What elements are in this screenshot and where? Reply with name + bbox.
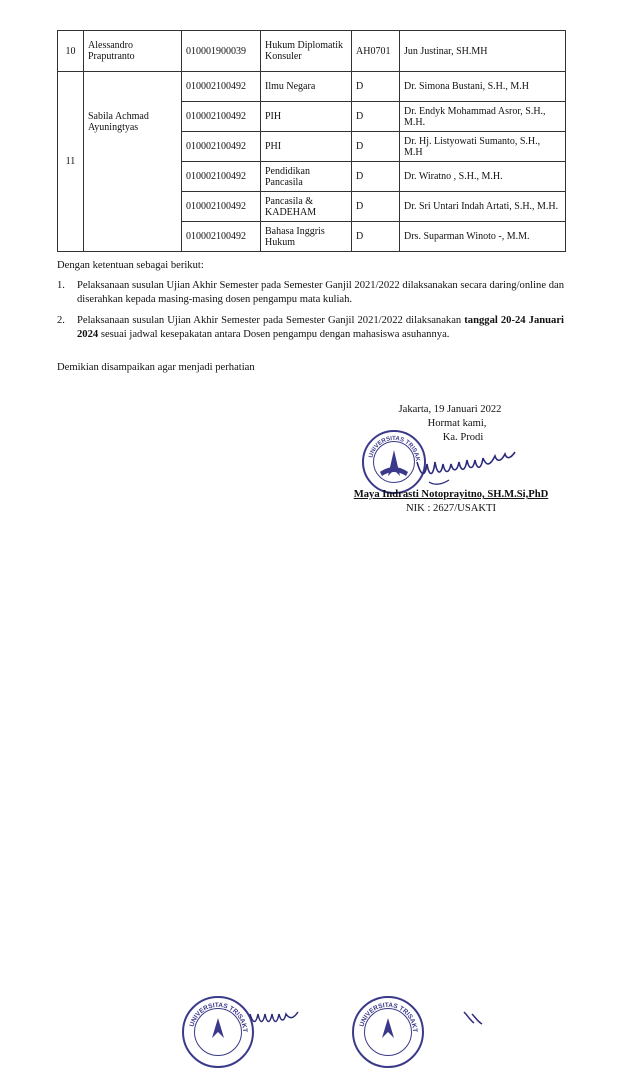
svg-text:UNIVERSITAS TRISAKTI: UNIVERSITAS TRISAKT: [358, 1001, 419, 1033]
course-grade: D: [352, 102, 400, 132]
student-id: 010001900039: [182, 31, 261, 72]
course-grade: D: [352, 72, 400, 102]
item-text: Pelaksanaan susulan Ujian Akhir Semester pada Semester Ganjil 2021/2022 dilaksanakan tanggal 20-24 Januari 2024 sesuai jadwal kesepakatan antara Dosen pengampu dengan mahasiswa asuhannya.: [77, 315, 564, 340]
course-name: Hukum Diplomatik Konsuler: [261, 31, 352, 72]
course-grade: D: [352, 162, 400, 192]
greeting: Hormat kami,: [427, 418, 487, 429]
course-name: PHI: [261, 132, 352, 162]
course-name: Pancasila & KADEHAM: [261, 192, 352, 222]
signature-scribble-icon: [415, 448, 520, 488]
student-name: Sabila Achmad Ayuningtyas: [84, 72, 182, 252]
course-name: Ilmu Negara: [261, 72, 352, 102]
student-id: 010002100492: [182, 192, 261, 222]
svg-text:UNIVERSITAS TRISAKTI: UNIVERSITAS TRISAK: [368, 435, 421, 462]
student-id: 010002100492: [182, 72, 261, 102]
stamp-emblem-icon: [354, 998, 422, 1066]
item-number: 1.: [57, 280, 65, 291]
lecturer-name: Drs. Suparman Winoto -, M.M.: [400, 222, 566, 252]
student-id: 010002100492: [182, 102, 261, 132]
lecturer-name: Dr. Endyk Mohammad Asror, S.H., M.H.: [400, 102, 566, 132]
footer-signature-icon: [248, 1008, 320, 1024]
exam-table: [57, 30, 566, 252]
closing-text: Demikian disampaikan agar menjadi perhatian: [57, 362, 255, 373]
lecturer-name: Dr. Sri Untari Indah Artati, S.H., M.H.: [400, 192, 566, 222]
course-name: Bahasa Inggris Hukum: [261, 222, 352, 252]
course-grade: D: [352, 192, 400, 222]
place-date: Jakarta, 19 Januari 2022: [398, 404, 502, 415]
footer-stamp-right: [352, 996, 424, 1068]
date-highlight: tanggal 20-24 Januari 2024: [77, 315, 564, 340]
item-text: Pelaksanaan susulan Ujian Akhir Semester pada Semester Ganjil 2021/2022 dilaksanakan secara daring/online dan diserahkan kepada masing-masing dosen pengampu mata kuliah.: [77, 280, 564, 305]
signatory-nik: NIK : 2627/USAKTI: [405, 503, 497, 514]
student-id: 010002100492: [182, 222, 261, 252]
signatory-name: Maya Indrasti Notoprayitno, SH.M.Si,PhD: [353, 489, 549, 500]
lecturer-name: Dr. Wiratno , S.H., M.H.: [400, 162, 566, 192]
row-number: 11: [58, 72, 84, 252]
student-id: 010002100492: [182, 132, 261, 162]
item-number: 2.: [57, 315, 65, 326]
lecturer-name: Jun Justinar, SH.MH: [400, 31, 566, 72]
table-row: [58, 72, 566, 102]
course-grade: D: [352, 132, 400, 162]
intro-text: Dengan ketentuan sebagai berikut:: [57, 260, 204, 271]
svg-text:UNIVERSITAS TRISAKTI: UNIVERSITAS TRISAKT: [188, 1001, 249, 1033]
student-id: 010002100492: [182, 162, 261, 192]
course-grade: AH0701: [352, 31, 400, 72]
course-grade: D: [352, 222, 400, 252]
footer-mark-icon: [458, 1010, 488, 1024]
student-name: Alessandro Praputranto: [84, 31, 182, 72]
footer-stamp-left: [182, 996, 254, 1068]
lecturer-name: Dr. Simona Bustani, S.H., M.H: [400, 72, 566, 102]
stamp-emblem-icon: [184, 998, 252, 1066]
row-number: 10: [58, 31, 84, 72]
course-name: Pendidikan Pancasila: [261, 162, 352, 192]
table-row: [58, 31, 566, 72]
lecturer-name: Dr. Hj. Listyowati Sumanto, S.H., M.H: [400, 132, 566, 162]
position-title: Ka. Prodi: [442, 432, 484, 443]
course-name: PIH: [261, 102, 352, 132]
